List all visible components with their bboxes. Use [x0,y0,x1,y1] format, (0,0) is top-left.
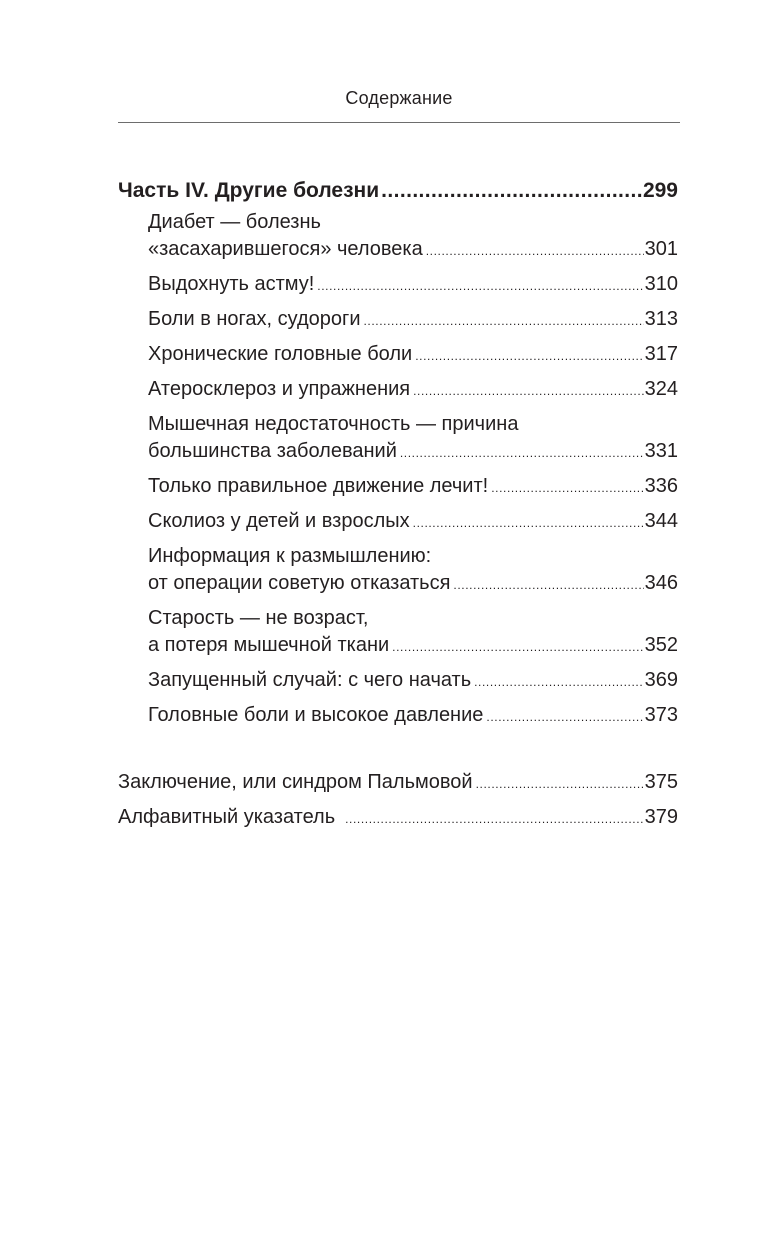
toc-item-title: Хронические головные боли [148,343,413,365]
dot-leader [474,669,644,696]
dot-leader [381,176,642,206]
toc-item-title: Запущенный случай: с чего начать [148,669,472,691]
toc-item-title-line1: Мышечная недостаточность — причина [148,413,519,435]
toc-item[interactable] [118,209,678,265]
dot-leader [345,806,644,833]
toc-index-title: Алфавитный указатель [118,806,336,828]
dot-leader [413,378,644,405]
toc-item-title-line2: от операции советую отказаться [148,572,451,594]
dot-leader [415,343,643,370]
toc-item-page: 352 [644,634,678,656]
toc-back-matter-entry[interactable] [118,804,678,833]
toc-part-page: 299 [642,179,678,202]
toc-item[interactable] [118,473,678,502]
toc-part-entry[interactable] [118,176,678,206]
dot-leader [317,273,643,300]
toc-back-matter-entry[interactable] [118,769,678,798]
toc-item-page: 373 [644,704,678,726]
toc-item-title: Выдохнуть астму! [148,273,315,295]
toc-item-page: 346 [644,572,678,594]
toc-item-title: Атеросклероз и упражнения [148,378,411,400]
dot-leader [476,771,644,798]
dot-leader [486,704,643,731]
toc-item-page: 344 [644,510,678,532]
toc-item[interactable] [118,376,678,405]
toc-item-title-line2: большинства заболеваний [148,440,397,462]
toc-item[interactable] [118,508,678,537]
table-of-contents [118,176,678,839]
toc-item-title-line1: Информация к размышлению: [148,545,432,567]
toc-conclusion-title: Заключение, или синдром Пальмовой [118,771,473,793]
toc-item[interactable] [118,306,678,335]
toc-index-page: 379 [644,806,678,828]
toc-item-page: 324 [644,378,678,400]
toc-item-page: 336 [644,475,678,497]
toc-item-title-line2: «засахарившегося» человека [148,238,423,260]
toc-item[interactable] [118,411,678,467]
toc-item[interactable] [118,543,678,599]
toc-part-title: Часть IV. Другие болезни [118,179,380,202]
toc-item-page: 310 [644,273,678,295]
toc-item-title: Головные боли и высокое давление [148,704,484,726]
toc-item-title: Боли в ногах, судороги [148,308,361,330]
dot-leader [491,475,643,502]
dot-leader [400,440,644,467]
toc-item-page: 301 [644,238,678,260]
toc-item-page: 313 [644,308,678,330]
toc-item-title-line1: Старость — не возраст, [148,607,369,629]
dot-leader [364,308,644,335]
toc-item-title-line1: Диабет — болезнь [148,211,321,233]
toc-item[interactable] [118,605,678,661]
toc-item-title: Сколиоз у детей и взрослых [148,510,410,532]
toc-item[interactable] [118,341,678,370]
dot-leader [413,510,644,537]
toc-item[interactable] [118,667,678,696]
toc-item-page: 369 [644,669,678,691]
toc-item[interactable] [118,702,678,731]
toc-item-title-line2: а потеря мышечной ткани [148,634,390,656]
toc-conclusion-page: 375 [644,771,678,793]
toc-item-page: 317 [644,343,678,365]
toc-item-title: Только правильное движение лечит! [148,475,489,497]
dot-leader [453,572,643,599]
toc-item[interactable] [118,271,678,300]
header-rule [118,122,680,123]
running-head-title: Содержание [345,88,453,108]
toc-item-page: 331 [644,440,678,462]
dot-leader [392,634,643,661]
dot-leader [426,238,644,265]
